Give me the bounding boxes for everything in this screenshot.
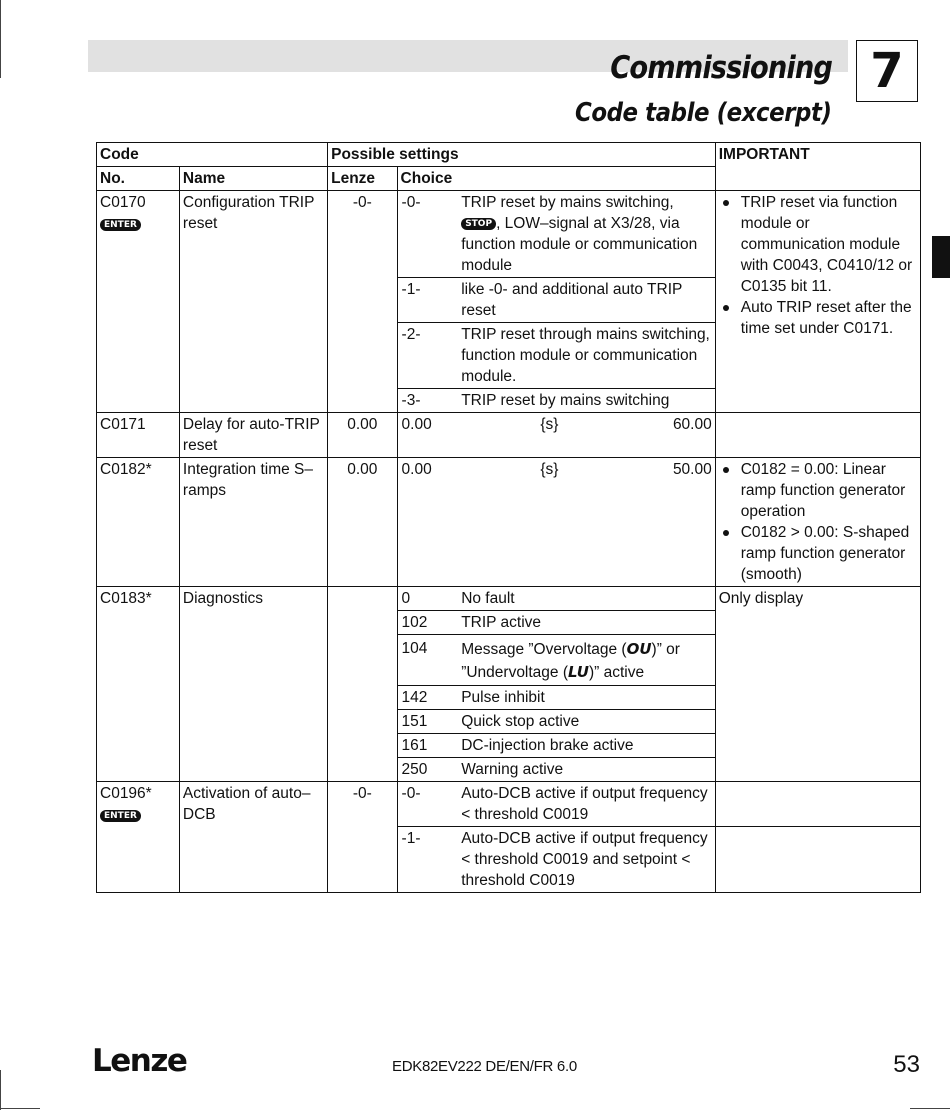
code-name-c0171: Delay for auto-TRIP reset	[179, 413, 327, 458]
important-bullet: TRIP reset via function module or communication module with C0043, C0410/12 or C0135 bit 11.	[741, 192, 917, 297]
section-title: Code table (excerpt)	[575, 98, 832, 128]
diag-text: No fault	[458, 587, 715, 611]
lenze-default-c0171: 0.00	[328, 413, 397, 458]
table-row-c0183	[97, 587, 921, 611]
crop-mark-top-left	[0, 0, 1, 78]
range-max: 50.00	[641, 458, 716, 587]
range-unit: {s}	[458, 413, 640, 458]
head-choice: Choice	[397, 167, 715, 191]
head-no: No.	[97, 167, 180, 191]
code-no-c0170	[97, 191, 180, 413]
head-important: IMPORTANT	[715, 143, 920, 191]
choice-code: -1-	[397, 827, 458, 893]
crop-mark-bottom-left-h	[0, 1108, 40, 1109]
diag-code: 250	[397, 758, 458, 782]
diag-code: 104	[397, 635, 458, 686]
document-id: EDK82EV222 DE/EN/FR 6.0	[392, 1058, 577, 1075]
choice-text: like -0- and additional auto TRIP reset	[458, 278, 715, 323]
table-row-c0196	[97, 782, 921, 827]
lenze-default-c0196: -0-	[328, 782, 397, 893]
diag-text: Quick stop active	[458, 710, 715, 734]
choice-text: Auto-DCB active if output frequency < threshold C0019 and setpoint < threshold C0019	[458, 827, 715, 893]
head-name: Name	[179, 167, 327, 191]
code-number: C0196*	[100, 785, 152, 802]
important-bullet: C0182 > 0.00: S-shaped ramp function generator (smooth)	[741, 522, 917, 585]
chapter-title: Commissioning	[610, 50, 832, 86]
code-name-c0170: Configuration TRIP reset	[179, 191, 327, 413]
choice-code: -0-	[397, 782, 458, 827]
diag-code: 102	[397, 611, 458, 635]
chapter-number: 7	[870, 43, 904, 99]
display-ou-glyph: OU	[626, 640, 652, 658]
important-bullet: C0182 = 0.00: Linear ramp function generator operation	[741, 459, 917, 522]
code-no-c0182: C0182*	[97, 458, 180, 587]
diag-text: TRIP active	[458, 611, 715, 635]
page-number: 53	[893, 1051, 920, 1078]
code-no-c0183: C0183*	[97, 587, 180, 782]
choice-text	[458, 191, 715, 278]
choice-code: -2-	[397, 323, 458, 389]
table-row-c0170	[97, 191, 921, 278]
lenze-logo: Lenze	[92, 1043, 187, 1079]
head-lenze: Lenze	[328, 167, 397, 191]
range-max: 60.00	[641, 413, 716, 458]
important-c0170	[715, 191, 920, 413]
diag-code: 151	[397, 710, 458, 734]
choice-code: -0-	[397, 191, 458, 278]
choice-text: Auto-DCB active if output frequency < threshold C0019	[458, 782, 715, 827]
diag-code: 161	[397, 734, 458, 758]
stop-key-icon: STOP	[461, 218, 496, 230]
code-no-c0196	[97, 782, 180, 893]
crop-mark-bottom-left	[0, 1070, 1, 1110]
choice-text: TRIP reset by mains switching	[458, 389, 715, 413]
display-lu-glyph: LU	[568, 663, 589, 681]
table-row-c0171	[97, 413, 921, 458]
range-unit: {s}	[458, 458, 640, 587]
diag-text: DC-injection brake active	[458, 734, 715, 758]
code-number: C0170	[100, 194, 146, 211]
diag-text-part: Message ”Overvoltage (	[461, 641, 627, 658]
range-min: 0.00	[397, 458, 458, 587]
code-name-c0183: Diagnostics	[179, 587, 327, 782]
head-code: Code	[97, 143, 328, 167]
diag-text: Warning active	[458, 758, 715, 782]
table-head-row-1	[97, 143, 921, 167]
choice-text-part: , LOW–signal at X3/28, via function module or communication module	[461, 215, 698, 274]
chapter-thumb-tab	[932, 236, 950, 278]
chapter-number-box	[856, 40, 918, 102]
important-c0196-opt0	[715, 782, 920, 827]
diag-text	[458, 635, 715, 686]
important-c0196-opt1	[715, 827, 920, 893]
lenze-default-c0170: -0-	[328, 191, 397, 413]
choice-code: -1-	[397, 278, 458, 323]
crop-mark-bottom-right-h	[910, 1108, 950, 1109]
choice-code: -3-	[397, 389, 458, 413]
lenze-default-c0182: 0.00	[328, 458, 397, 587]
diag-text-part: )” or ”Undervoltage (	[461, 641, 680, 681]
enter-key-icon: ENTER	[100, 219, 141, 231]
diag-code: 142	[397, 686, 458, 710]
important-bullet: Auto TRIP reset after the time set under C0171.	[741, 297, 917, 339]
code-table	[96, 142, 921, 893]
code-name-c0196: Activation of auto–DCB	[179, 782, 327, 893]
table-row-c0182	[97, 458, 921, 587]
range-min: 0.00	[397, 413, 458, 458]
head-possible-settings: Possible settings	[328, 143, 716, 167]
diag-text-part: )” active	[588, 664, 645, 681]
important-c0183: Only display	[715, 587, 920, 782]
choice-text-part: TRIP reset by mains switching,	[461, 194, 674, 211]
code-name-c0182: Integration time S–ramps	[179, 458, 327, 587]
code-no-c0171: C0171	[97, 413, 180, 458]
lenze-default-c0183	[328, 587, 397, 782]
diag-code: 0	[397, 587, 458, 611]
diag-text: Pulse inhibit	[458, 686, 715, 710]
enter-key-icon: ENTER	[100, 810, 141, 822]
choice-text: TRIP reset through mains switching, function module or communication module.	[458, 323, 715, 389]
important-c0171	[715, 413, 920, 458]
important-c0182	[715, 458, 920, 587]
